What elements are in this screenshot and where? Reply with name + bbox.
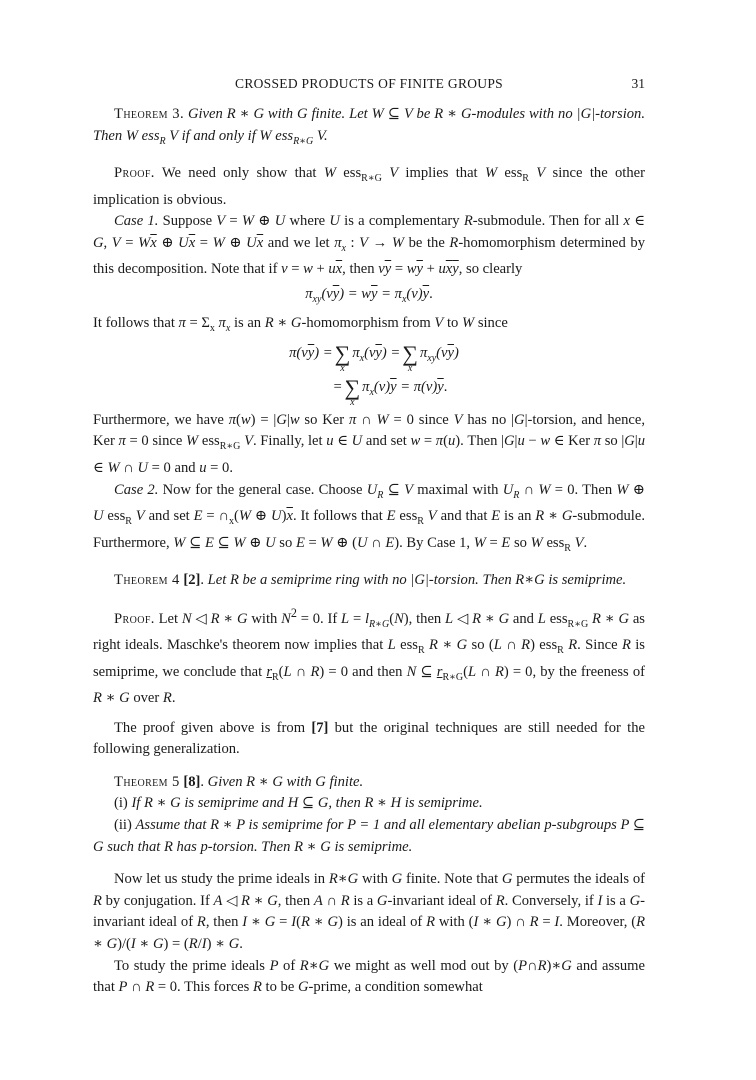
equation-1: $\pi_{xy}(v\overline{y}) = w\overline{y} = \pi_x(v)\overline{y}$. [305,285,433,305]
theorem-5-item-1: (i) If R ∗ G is semiprime and H ⊆ G, then R ∗ H is semiprime. [114,795,483,812]
page-number: 31 [631,76,645,91]
theorem-3-label: Theorem 3. [114,106,185,122]
proof-4-followup: The proof given above is from [7] but the original techniques are still needed for the following generalization. [93,719,645,758]
theorem-5-item-2: (ii) Assume that R ∗ P is semiprime for P = 1 and all elementary abelian p-subgroups P ⊆ G such that R has p-torsion. Then R ∗ G is semiprime. [93,816,646,855]
equation-2-line-2: = ∑ x $\pi_x(v)\overline{y} = \pi(v)\overline{y}$ . [332,374,448,408]
running-title: CROSSED PRODUCTS OF FINITE GROUPS [235,76,503,91]
theorem-4-ref: [2] [183,572,201,589]
sum-symbol: ∑ x [402,340,418,374]
closing-paragraph-1: Now let us study the prime ideals in R∗G with G finite. Note that G permutes the ideals of R by conjugation. If A ◁ R ∗ G, then A ∩ R is a G-invariant ideal of R. Conversely, if I is a G-invariant ideal of R, then I ∗ G = I(R ∗ G) is an ideal of R with (I ∗ G) ∩ R = I. Moreover, (R ∗ G)/(I ∗ G) = (R/I) ∗ G. [93,871,645,952]
case-2-label: Case 2. [114,481,159,498]
sum-symbol: ∑ x [334,340,351,374]
theorem-5-label: Theorem 5 [114,773,180,790]
page [93,0,645,1080]
theorem-3 [93,104,645,152]
theorem-4-label: Theorem 4 [114,572,180,589]
proof-4: Proof. Let N ◁ R ∗ G with $N^2 = 0$. If $L = l_{R∗G}(N)$, then L ◁ R ∗ G and L ess$_{R∗G}$ R ∗ G as right ideals. Maschke's theorem now implies that L ess$_R$ R ∗ G so (L ∩ R) ess$_R$ R. Since R is semiprime, we conclude that $r_R(L$ ∩ R) = 0 and then N ⊆ $r_{R∗G}(L$ ∩ R) = 0, by the freeness of R ∗ G over R. [93,605,645,707]
proof-3-label: Proof. [114,165,155,182]
equation-2 [93,340,645,408]
theorem-5: Theorem 5 [8]. Given R ∗ G with G finite. [114,773,364,790]
theorem-5-ref: [8] [183,773,201,790]
proof-3-follows: It follows that $\pi = \Sigma_x$ $\pi_x$ is an R ∗ G-homomorphism from V to W since [93,315,508,335]
equation-2-line-1: $\pi(v\overline{y})$ = ∑ x $\pi_x(v\overline{y})$ = ∑ x $\pi_{xy}(v\overline{y})$ [289,340,459,374]
theorem-4: Theorem 4 [2]. Let R be a semiprime ring with no |G|-torsion. Then R∗G is semiprime. [114,572,627,589]
theorem-3-statement: Given R ∗ G with G finite. Let W ⊆ V be R ∗ G-modules with no |G|-torsion. Then W ess$_R$ V if and only if W ess$_{R∗G}$ V. [93,106,646,147]
sum-symbol: ∑ x [344,374,361,408]
page-body [93,104,645,999]
proof-3-case-2: Case 2. Now for the general case. Choose $U_R$ ⊆ V maximal with $U_R$ ∩ W = 0. Then W ⊕ U ess$_R$ V and set $E = \cap_x(W$ ⊕ $U)\overline{x}$. It follows that E ess$_R$ V and that E is an R ∗ G-submodule. Furthermore, W ⊆ E ⊆ W ⊕ U so E = W ⊕ (U ∩ E). By Case 1, W = E so W ess$_R$ V. [93,481,645,554]
proof-3-intro: Proof. We need only show that W ess$_{R∗G}$ V implies that W ess$_R$ V since the other implication is obvious. [93,165,645,208]
running-header [93,76,645,96]
proof-3-furthermore: Furthermore, we have π(w) = |G|w so Ker π ∩ W = 0 since V has no |G|-torsion, and hence, Ker π = 0 since W ess$_{R∗G}$ V. Finally, let u ∈ U and set w = π(u). Then |G|u − w ∈ Ker π so |G|u ∈ W ∩ U = 0 and u = 0. [93,411,646,476]
closing-paragraph-2: To study the prime ideals P of R∗G we might as well mod out by (P∩R)∗G and assume that P ∩ R = 0. This forces R to be G-prime, a condition somewhat [93,957,645,996]
proof-4-label: Proof. [114,610,155,627]
proof-3-case-1: Case 1. Suppose V = W ⊕ U where U is a complementary R-submodule. Then for all x ∈ G, $V = W\overline{x}$ ⊕ $U\overline{x} = W$ ⊕ $U\overline{x}$ and we let $\pi_x$ : V → W be the R-homomorphism determined by this decomposition. Note that if $v = w + u\overline{x}$, then $v\overline{y} = w\overline{y} + u\overline{x}\overline{y}$, so clearly [93,213,646,278]
case-1-label: Case 1. [114,213,159,230]
